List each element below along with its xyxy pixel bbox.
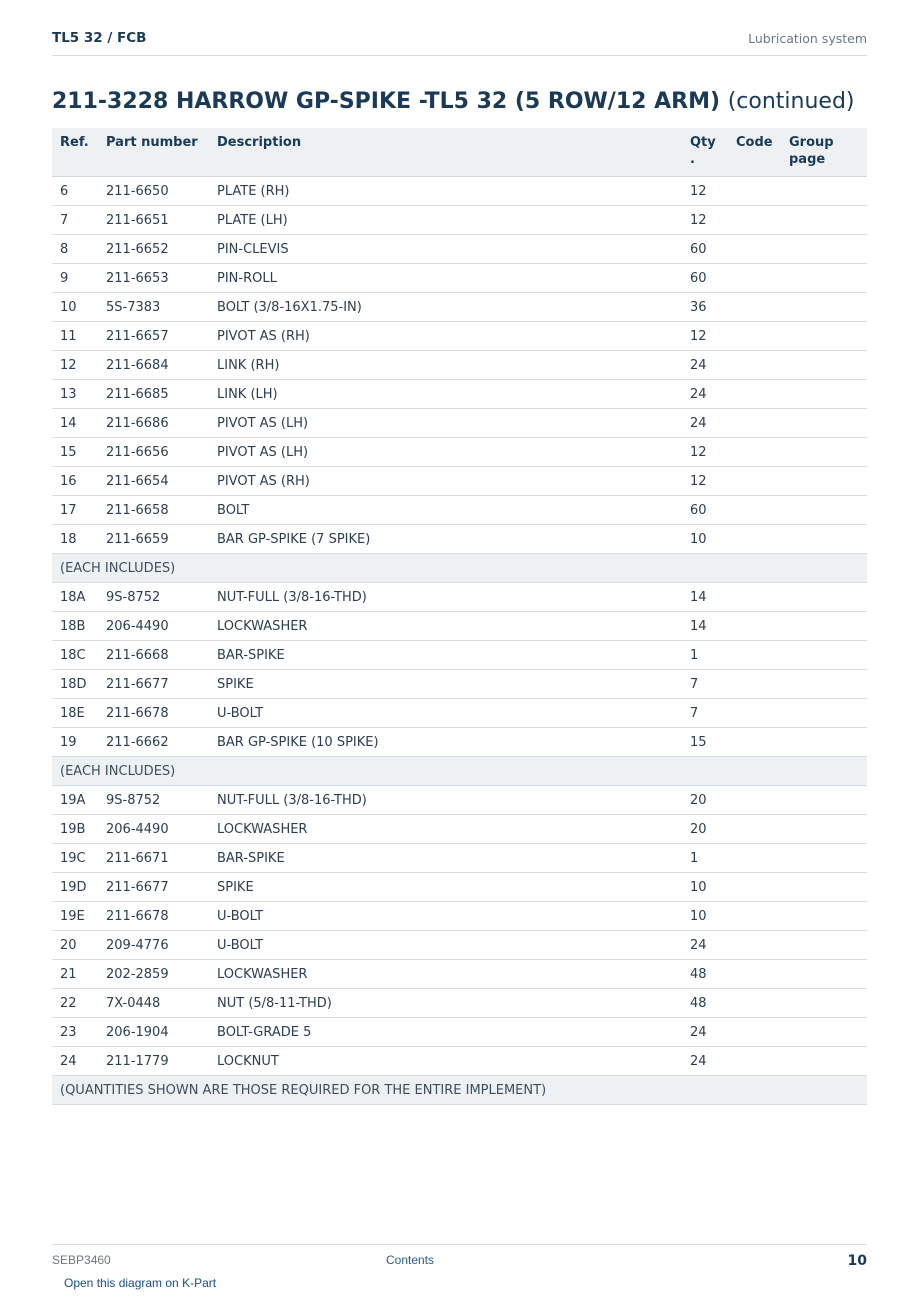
- page-footer: [52, 1244, 867, 1275]
- description-cell: LINK (RH): [209, 351, 682, 380]
- part-number-cell: 211-6659: [98, 525, 209, 554]
- description-cell: PIVOT AS (RH): [209, 322, 682, 351]
- group-page-cell: [781, 206, 867, 235]
- qty-cell: 36: [682, 293, 728, 322]
- group-page-cell: [781, 699, 867, 728]
- description-cell: NUT-FULL (3/8-16-THD): [209, 583, 682, 612]
- table-row: [52, 670, 867, 699]
- code-cell: [728, 351, 781, 380]
- code-cell: [728, 902, 781, 931]
- table-row: [52, 409, 867, 438]
- part-number-cell: 209-4776: [98, 931, 209, 960]
- description-cell: BOLT: [209, 496, 682, 525]
- table-note-row: [52, 554, 867, 583]
- description-cell: BAR-SPIKE: [209, 641, 682, 670]
- qty-cell: 12: [682, 206, 728, 235]
- code-cell: [728, 293, 781, 322]
- group-page-cell: [781, 641, 867, 670]
- part-number-cell: 211-6678: [98, 699, 209, 728]
- ref-cell: 23: [52, 1018, 98, 1047]
- title-main: 211-3228 HARROW GP-SPIKE -TL5 32 (5 ROW/12 ARM): [52, 89, 721, 114]
- part-number-cell: 5S-7383: [98, 293, 209, 322]
- code-cell: [728, 380, 781, 409]
- group-page-cell: [781, 264, 867, 293]
- group-page-cell: [781, 902, 867, 931]
- table-row: [52, 351, 867, 380]
- description-cell: LOCKWASHER: [209, 612, 682, 641]
- group-page-cell: [781, 235, 867, 264]
- qty-cell: 20: [682, 815, 728, 844]
- code-cell: [728, 844, 781, 873]
- code-cell: [728, 1018, 781, 1047]
- description-cell: PIN-CLEVIS: [209, 235, 682, 264]
- description-cell: NUT (5/8-11-THD): [209, 989, 682, 1018]
- group-page-cell: [781, 409, 867, 438]
- description-cell: LOCKWASHER: [209, 815, 682, 844]
- col-header-description: Description: [209, 128, 682, 177]
- table-row: [52, 786, 867, 815]
- description-cell: PIVOT AS (RH): [209, 467, 682, 496]
- table-row: [52, 380, 867, 409]
- table-row: [52, 815, 867, 844]
- description-cell: U-BOLT: [209, 699, 682, 728]
- qty-cell: 48: [682, 960, 728, 989]
- description-cell: PLATE (LH): [209, 206, 682, 235]
- group-page-cell: [781, 583, 867, 612]
- description-cell: LINK (LH): [209, 380, 682, 409]
- ref-cell: 12: [52, 351, 98, 380]
- code-cell: [728, 873, 781, 902]
- table-row: [52, 844, 867, 873]
- table-row: [52, 583, 867, 612]
- code-cell: [728, 467, 781, 496]
- qty-cell: 10: [682, 525, 728, 554]
- description-cell: SPIKE: [209, 873, 682, 902]
- code-cell: [728, 177, 781, 206]
- ref-cell: 9: [52, 264, 98, 293]
- qty-cell: 1: [682, 844, 728, 873]
- col-header-ref: Ref.: [52, 128, 98, 177]
- part-number-cell: 211-6684: [98, 351, 209, 380]
- code-cell: [728, 264, 781, 293]
- group-page-cell: [781, 844, 867, 873]
- group-page-cell: [781, 815, 867, 844]
- qty-cell: 24: [682, 380, 728, 409]
- code-cell: [728, 931, 781, 960]
- col-header-qty: Qty .: [682, 128, 728, 177]
- part-number-cell: 206-4490: [98, 612, 209, 641]
- table-note-row: [52, 757, 867, 786]
- description-cell: U-BOLT: [209, 902, 682, 931]
- code-cell: [728, 525, 781, 554]
- table-row: [52, 322, 867, 351]
- qty-cell: 48: [682, 989, 728, 1018]
- ref-cell: 14: [52, 409, 98, 438]
- qty-cell: 24: [682, 409, 728, 438]
- group-page-cell: [781, 467, 867, 496]
- qty-cell: 12: [682, 438, 728, 467]
- table-row: [52, 438, 867, 467]
- description-cell: BOLT (3/8-16X1.75-IN): [209, 293, 682, 322]
- ref-cell: 13: [52, 380, 98, 409]
- part-number-cell: 211-6652: [98, 235, 209, 264]
- qty-cell: 24: [682, 351, 728, 380]
- part-number-cell: 206-4490: [98, 815, 209, 844]
- group-page-cell: [781, 496, 867, 525]
- ref-cell: 22: [52, 989, 98, 1018]
- group-page-cell: [781, 786, 867, 815]
- code-cell: [728, 496, 781, 525]
- part-number-cell: 211-6656: [98, 438, 209, 467]
- group-page-cell: [781, 1018, 867, 1047]
- description-cell: BOLT-GRADE 5: [209, 1018, 682, 1047]
- qty-cell: 7: [682, 670, 728, 699]
- group-page-cell: [781, 322, 867, 351]
- qty-cell: 12: [682, 467, 728, 496]
- part-number-cell: 9S-8752: [98, 786, 209, 815]
- table-row: [52, 1047, 867, 1076]
- part-number-cell: 211-6654: [98, 467, 209, 496]
- table-row: [52, 931, 867, 960]
- table-row: [52, 699, 867, 728]
- code-cell: [728, 670, 781, 699]
- page-number: 10: [847, 1253, 867, 1269]
- description-cell: U-BOLT: [209, 931, 682, 960]
- part-number-cell: 202-2859: [98, 960, 209, 989]
- part-number-cell: 211-6685: [98, 380, 209, 409]
- ref-cell: 18D: [52, 670, 98, 699]
- group-page-cell: [781, 670, 867, 699]
- ref-cell: 24: [52, 1047, 98, 1076]
- code-cell: [728, 612, 781, 641]
- section-title: Lubrication system: [748, 31, 867, 46]
- code-cell: [728, 438, 781, 467]
- qty-cell: 10: [682, 902, 728, 931]
- description-cell: BAR-SPIKE: [209, 844, 682, 873]
- description-cell: PIVOT AS (LH): [209, 438, 682, 467]
- ref-cell: 18A: [52, 583, 98, 612]
- part-number-cell: 9S-8752: [98, 583, 209, 612]
- ref-cell: 19B: [52, 815, 98, 844]
- part-number-cell: 7X-0448: [98, 989, 209, 1018]
- qty-cell: 60: [682, 496, 728, 525]
- qty-cell: 60: [682, 235, 728, 264]
- code-cell: [728, 960, 781, 989]
- description-cell: PLATE (RH): [209, 177, 682, 206]
- qty-cell: 1: [682, 641, 728, 670]
- ref-cell: 18E: [52, 699, 98, 728]
- qty-cell: 24: [682, 1047, 728, 1076]
- table-note-row: [52, 1076, 867, 1105]
- code-cell: [728, 206, 781, 235]
- col-header-group-page: Group page: [781, 128, 867, 177]
- qty-cell: 24: [682, 931, 728, 960]
- ref-cell: 18: [52, 525, 98, 554]
- part-number-cell: 211-6671: [98, 844, 209, 873]
- code-cell: [728, 815, 781, 844]
- qty-cell: 12: [682, 322, 728, 351]
- contents-link[interactable]: Contents: [386, 1253, 435, 1267]
- group-page-cell: [781, 931, 867, 960]
- code-cell: [728, 322, 781, 351]
- code-cell: [728, 728, 781, 757]
- group-page-cell: [781, 380, 867, 409]
- col-header-code: Code: [728, 128, 781, 177]
- code-cell: [728, 1047, 781, 1076]
- table-row: [52, 177, 867, 206]
- qty-cell: 24: [682, 1018, 728, 1047]
- qty-cell: 10: [682, 873, 728, 902]
- ref-cell: 19D: [52, 873, 98, 902]
- table-row: [52, 525, 867, 554]
- description-cell: SPIKE: [209, 670, 682, 699]
- col-header-part-number: Part number: [98, 128, 209, 177]
- document-id: SEBP3460: [52, 1253, 111, 1267]
- parts-table-body: [52, 177, 867, 1105]
- description-cell: BAR GP-SPIKE (7 SPIKE): [209, 525, 682, 554]
- ref-cell: 10: [52, 293, 98, 322]
- table-row: [52, 902, 867, 931]
- ref-cell: 19A: [52, 786, 98, 815]
- ref-cell: 19C: [52, 844, 98, 873]
- table-row: [52, 612, 867, 641]
- description-cell: NUT-FULL (3/8-16-THD): [209, 786, 682, 815]
- part-number-cell: 211-6658: [98, 496, 209, 525]
- table-row: [52, 496, 867, 525]
- qty-cell: 14: [682, 583, 728, 612]
- kpart-diagram-link[interactable]: Open this diagram on K-Part: [64, 1276, 217, 1290]
- ref-cell: 6: [52, 177, 98, 206]
- description-cell: PIN-ROLL: [209, 264, 682, 293]
- table-row: [52, 264, 867, 293]
- table-row: [52, 728, 867, 757]
- group-page-cell: [781, 351, 867, 380]
- qty-cell: 12: [682, 177, 728, 206]
- part-number-cell: 211-1779: [98, 1047, 209, 1076]
- table-header-row: [52, 128, 867, 177]
- code-cell: [728, 641, 781, 670]
- ref-cell: 11: [52, 322, 98, 351]
- group-page-cell: [781, 989, 867, 1018]
- page-title: [52, 89, 855, 114]
- code-cell: [728, 235, 781, 264]
- description-cell: PIVOT AS (LH): [209, 409, 682, 438]
- ref-cell: 18B: [52, 612, 98, 641]
- part-number-cell: 211-6651: [98, 206, 209, 235]
- part-number-cell: 211-6657: [98, 322, 209, 351]
- page-header: [52, 28, 867, 56]
- group-page-cell: [781, 438, 867, 467]
- qty-cell: 15: [682, 728, 728, 757]
- part-number-cell: 211-6650: [98, 177, 209, 206]
- ref-cell: 15: [52, 438, 98, 467]
- part-number-cell: 211-6662: [98, 728, 209, 757]
- table-row: [52, 873, 867, 902]
- code-cell: [728, 409, 781, 438]
- breadcrumb: TL5 32 / FCB: [52, 30, 147, 46]
- group-page-cell: [781, 177, 867, 206]
- table-row: [52, 206, 867, 235]
- title-suffix: (continued): [727, 89, 855, 114]
- group-page-cell: [781, 612, 867, 641]
- code-cell: [728, 786, 781, 815]
- part-number-cell: 211-6677: [98, 670, 209, 699]
- qty-cell: 20: [682, 786, 728, 815]
- parts-table: [52, 128, 867, 1105]
- code-cell: [728, 583, 781, 612]
- group-page-cell: [781, 1047, 867, 1076]
- part-number-cell: 211-6653: [98, 264, 209, 293]
- table-row: [52, 1018, 867, 1047]
- note-cell: (EACH INCLUDES): [52, 554, 867, 583]
- code-cell: [728, 989, 781, 1018]
- ref-cell: 19: [52, 728, 98, 757]
- qty-cell: 60: [682, 264, 728, 293]
- ref-cell: 16: [52, 467, 98, 496]
- table-row: [52, 293, 867, 322]
- table-row: [52, 467, 867, 496]
- group-page-cell: [781, 960, 867, 989]
- group-page-cell: [781, 728, 867, 757]
- note-cell: (EACH INCLUDES): [52, 757, 867, 786]
- ref-cell: 19E: [52, 902, 98, 931]
- ref-cell: 21: [52, 960, 98, 989]
- description-cell: BAR GP-SPIKE (10 SPIKE): [209, 728, 682, 757]
- qty-cell: 7: [682, 699, 728, 728]
- group-page-cell: [781, 293, 867, 322]
- code-cell: [728, 699, 781, 728]
- description-cell: LOCKNUT: [209, 1047, 682, 1076]
- ref-cell: 8: [52, 235, 98, 264]
- part-number-cell: 211-6677: [98, 873, 209, 902]
- qty-cell: 14: [682, 612, 728, 641]
- part-number-cell: 211-6686: [98, 409, 209, 438]
- ref-cell: 18C: [52, 641, 98, 670]
- group-page-cell: [781, 525, 867, 554]
- table-row: [52, 235, 867, 264]
- ref-cell: 7: [52, 206, 98, 235]
- part-number-cell: 211-6678: [98, 902, 209, 931]
- description-cell: LOCKWASHER: [209, 960, 682, 989]
- ref-cell: 20: [52, 931, 98, 960]
- group-page-cell: [781, 873, 867, 902]
- part-number-cell: 211-6668: [98, 641, 209, 670]
- table-row: [52, 989, 867, 1018]
- note-cell: (QUANTITIES SHOWN ARE THOSE REQUIRED FOR THE ENTIRE IMPLEMENT): [52, 1076, 867, 1105]
- ref-cell: 17: [52, 496, 98, 525]
- table-row: [52, 960, 867, 989]
- table-row: [52, 641, 867, 670]
- part-number-cell: 206-1904: [98, 1018, 209, 1047]
